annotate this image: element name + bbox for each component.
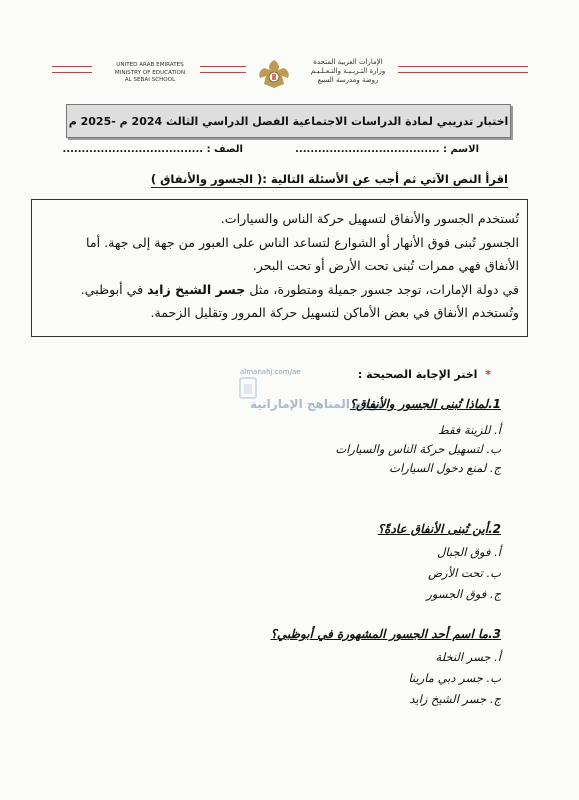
header-divider-left	[52, 66, 92, 67]
watermark-text: موقع المناهج الإماراتية	[250, 397, 386, 411]
highlighted-bridge-name: جسر الشيخ زايد	[147, 281, 246, 297]
class-blank[interactable]: .....................................	[62, 144, 204, 155]
multiple-choice-title: اختر الإجابة الصحيحة :	[357, 368, 478, 381]
multiple-choice-heading	[358, 368, 491, 381]
header-divider-left	[52, 72, 92, 73]
reading-passage	[31, 199, 528, 337]
option-q3-c[interactable]: ج. جسر الشيخ زايد	[409, 692, 501, 706]
logo-en-line: MINISTRY OF EDUCATION	[114, 69, 186, 76]
header-divider-right	[398, 66, 528, 67]
passage-line: تُستخدم الجسور والأنفاق لتسهيل حركة الناس والسيارات.	[220, 211, 519, 226]
name-field[interactable]	[295, 144, 479, 155]
question-1: 1.لماذا تُبنى الجسور والأنفاق؟	[349, 397, 501, 411]
logo-ar-line: الإمارات العربية المتحدة	[313, 58, 383, 66]
star-icon: *	[485, 368, 491, 381]
class-field[interactable]	[63, 144, 243, 155]
class-label: الصف :	[206, 144, 243, 155]
question-3: 3.ما اسم أحد الجسور المشهورة في أبوظبي؟	[270, 627, 501, 641]
passage-text: في دولة الإمارات، توجد جسور جميلة ومتطورة، مثل	[245, 281, 519, 297]
passage-text: في أبوظبي.	[80, 281, 148, 297]
header-divider-left	[200, 66, 246, 67]
passage-line: وتُستخدم الأنفاق في بعض الأماكن لتسهيل حركة المرور وتقليل الزحمة.	[150, 305, 519, 320]
header-divider-left	[200, 72, 246, 73]
passage-line: الجسور تُبنى فوق الأنهار أو الشوارع لتساعد الناس على العبور من جهة إلى جهة. أما	[86, 234, 519, 250]
logo-ar-line: وزارة التـربـيـة والتـعـلـيـم	[310, 67, 386, 75]
option-q3-a[interactable]: أ. جسر النخلة	[435, 650, 501, 664]
option-q1-c[interactable]: ج. لمنع دخول السيارات	[389, 461, 501, 475]
logo-en-line: UNITED ARAB EMIRATES	[116, 62, 184, 68]
option-q2-b[interactable]: ب. تحت الأرض	[428, 566, 501, 580]
reading-instruction: اقرأ النص الآتي ثم أجب عن الأسئلة التالية :( الجسور والأنفاق )	[150, 172, 508, 186]
exam-title: اختبار تدريبي لمادة الدراسات الاجتماعية الفصل الدراسي الثالث 2024 م -2025 م	[66, 104, 511, 138]
watermark-url: almanahj.com/ae	[240, 368, 301, 376]
passage-line	[38, 278, 519, 302]
name-blank[interactable]: ......................................	[295, 144, 440, 155]
option-q1-a[interactable]: أ. للزينة فقط	[438, 423, 501, 437]
option-q2-a[interactable]: أ. فوق الجبال	[437, 545, 501, 559]
name-label: الاسم :	[442, 144, 479, 155]
ministry-logo-arabic	[298, 58, 398, 85]
watermark-logo-icon	[236, 364, 346, 424]
option-q3-b[interactable]: ب. جسر دبي مارينا	[408, 671, 501, 685]
option-q2-c[interactable]: ج. فوق الجسور	[426, 587, 501, 601]
uae-emblem-icon	[252, 57, 296, 91]
logo-en-line: AL SEBAI SCHOOL	[124, 77, 176, 83]
logo-ar-line: روضة ومدرسة السبع	[317, 76, 379, 84]
question-2: 2.أين تُبنى الأنفاق عادةً؟	[377, 522, 501, 536]
option-q1-b[interactable]: ب. لتسهيل حركة الناس والسيارات	[335, 442, 501, 456]
passage-line: الأنفاق فهي ممرات تُبنى تحت الأرض أو تحت البحر.	[252, 258, 519, 273]
header-divider-right	[398, 72, 528, 73]
ministry-logo-english	[95, 62, 205, 85]
